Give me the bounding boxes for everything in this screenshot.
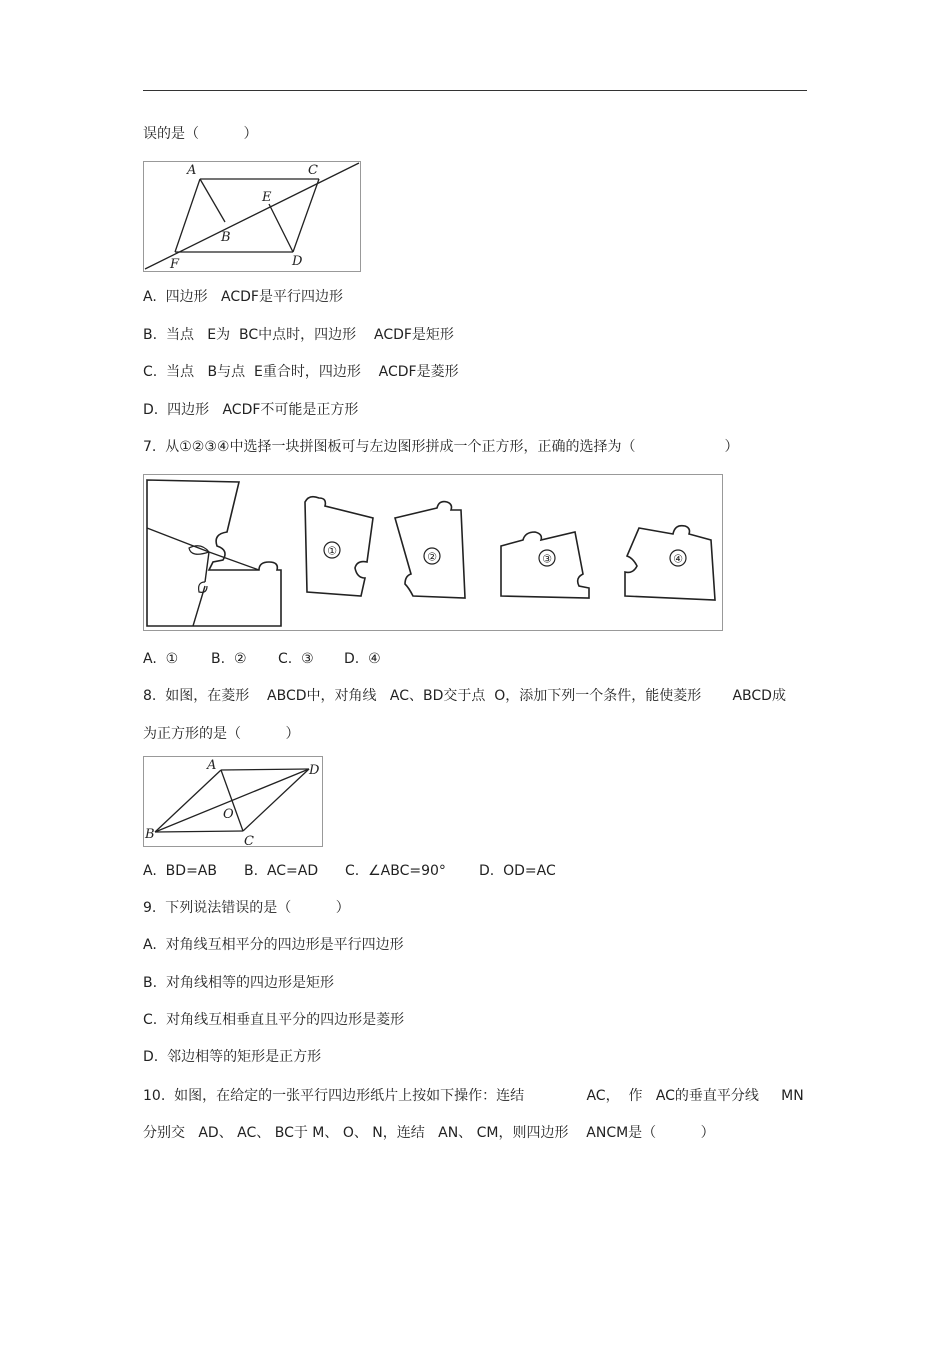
q6-label-D: D (292, 254, 303, 269)
q6-stem-tail: 误的是（ ） (143, 126, 258, 142)
q7-stem: 7. 从①②③④中选择一块拼图板可与左边图形拼成一个正方形，正确的选择为（ ） (143, 439, 739, 455)
q8-option-b: B. AC=AD (244, 863, 319, 879)
q6-figure (143, 161, 363, 273)
q8-option-c: C. ∠ABC=90° (345, 863, 446, 879)
q8-label-A: A (207, 758, 217, 773)
q8-options (143, 862, 643, 880)
q7-options (143, 650, 443, 668)
q7-option-d: D. ④ (344, 651, 381, 667)
q9-stem: 9. 下列说法错误的是（ ） (143, 900, 350, 916)
q6-label-E: E (262, 190, 272, 205)
q8-stem-line1: 8. 如图，在菱形 ABCD中，对角线 AC、BD交于点 O，添加下列一个条件，能使菱形 ABCD成 (143, 688, 786, 704)
q8-label-C: C (244, 834, 254, 848)
q6-label-F: F (170, 257, 180, 272)
q9-option-d: D. 邻边相等的矩形是正方形 (143, 1049, 322, 1065)
q6-label-C: C (308, 163, 318, 178)
q7-piece-4-label: ④ (673, 552, 683, 566)
q6-option-d: D. 四边形 ACDF不可能是正方形 (143, 402, 359, 418)
q9-option-c: C. 对角线互相垂直且平分的四边形是菱形 (143, 1012, 405, 1028)
q8-stem-line2: 为正方形的是（ ） (143, 726, 300, 742)
q7-piece-3-label: ③ (542, 552, 552, 566)
q8-label-B: B (145, 827, 155, 842)
q10-stem-line2: 分别交 AD、 AC、 BC于 M、 O、 N，连结 AN、 CM，则四边形 ANCM是（ ） (143, 1125, 715, 1141)
q7-option-c: C. ③ (278, 651, 314, 667)
q7-option-a: A. ① (143, 651, 179, 667)
q7-option-b: B. ② (211, 651, 247, 667)
q7-figure (143, 474, 725, 632)
q9-option-b: B. 对角线相等的四边形是矩形 (143, 975, 334, 991)
q6-option-c: C. 当点 B与点 E重合时，四边形 ACDF是菱形 (143, 364, 459, 380)
q6-option-a: A. 四边形 ACDF是平行四边形 (143, 289, 343, 305)
q7-piece-2-label: ② (427, 550, 437, 564)
q6-label-B: B (221, 230, 231, 245)
q9-option-a: A. 对角线互相平分的四边形是平行四边形 (143, 937, 404, 953)
q8-figure (143, 756, 325, 848)
q8-option-a: A. BD=AB (143, 863, 217, 879)
q8-label-D: D (309, 763, 320, 778)
q6-label-A: A (187, 163, 197, 178)
q8-label-O: O (223, 807, 234, 822)
q7-piece-1-label: ① (327, 544, 337, 558)
q10-stem-line1: 10. 如图，在给定的一张平行四边形纸片上按如下操作：连结 AC， 作 AC的垂直平分线 MN (143, 1088, 804, 1104)
header-rule (143, 90, 807, 91)
q6-option-b: B. 当点 E为 BC中点时，四边形 ACDF是矩形 (143, 327, 454, 343)
q8-option-d: D. OD=AC (479, 863, 556, 879)
